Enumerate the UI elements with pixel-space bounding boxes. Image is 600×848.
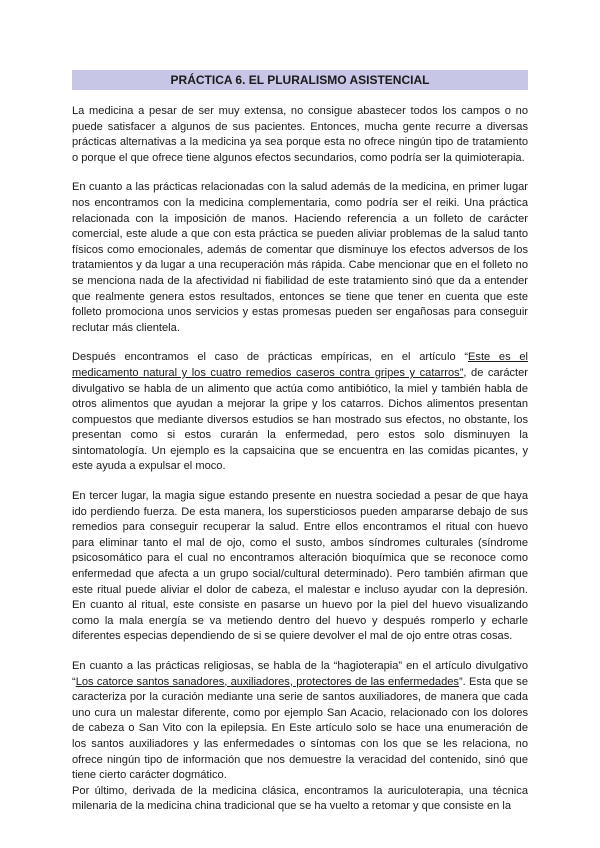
paragraph-text: , de carácter divulgativo se habla de un alimento que actúa como antibiótico, la miel y también habla de otros alimentos que ayudan a mejorar la gripe y los catarros. Dichos alimentos presentan compuestos que mediante diversos estudios se han mostrado sus efectos, no obstante, los presentan como si estos curarán la enfermedad, pero estos solo disminuyen la sintomatología. Un ejemplo es la capsaicina que se encuentra en las comidas picantes, y este ayuda a expulsar el moco. bbox=[72, 366, 528, 473]
paragraph-intro: La medicina a pesar de ser muy extensa, no consigue abastecer todos los campos o no puede satisfacer a algunos de sus pacientes. Entonces, mucha gente recurre a diversas prácticas alternativas a la medicina ya sea porque esta no ofrece ningún tipo de tratamiento o porque el que ofrece tiene algunos efectos secundarios, como podría ser la quimioterapia. bbox=[72, 105, 528, 164]
paragraph-empirical-practices bbox=[72, 350, 528, 475]
paragraph-text: ”. Esta que se caracteriza por la curación mediante una serie de santos auxiliadores, de manera que cada uno cura un malestar diferente, como por ejemplo San Acacio, relacionado con los dolores de cabeza o San Vito con la epilepsia. En Este artículo solo se hace una enumeración de los santos auxiliadores y las enfermedades o síntomas con los que se les relaciona, no ofrece ningún tipo de información que nos demuestre la veracidad del contenido, sinó que tiene cierto carácter dogmático. bbox=[72, 675, 528, 782]
paragraph-text: Después encontramos el caso de prácticas empíricas, en el artículo “ bbox=[72, 351, 469, 364]
document-page bbox=[72, 70, 528, 815]
paragraph-text: En cuanto a las prácticas religiosas, se habla de la “hagioterapia” en el artículo divulgativo “ bbox=[72, 660, 528, 688]
article-link-saints[interactable]: Los catorce santos sanadores, auxiliadores, protectores de las enfermedades bbox=[75, 675, 459, 688]
paragraph-magic: En tercer lugar, la magia sigue estando presente en nuestra sociedad a pesar de que haya ido perdiendo fuerza. De esta manera, los supersticiosos pueden ampararse debajo de sus remedios para conseguir recuperar la salud. Entre ellos encontramos el ritual con huevo para eliminar tanto el mal de ojo, como el susto, ambos síndromes culturales (síndrome psicosomático para el cual no encontramos alteración bioquímica que se reconoce como enfermedad que afecta a un grupo social/cultural determinado). Pero también afirman que este ritual puede aliviar el dolor de cabeza, el malestar e incluso ayudar con la depresión. En cuanto al ritual, este consiste en pasarse un huevo por la piel del huevo visualizando como la mala energía se va metiendo dentro del huevo y después romperlo y echarle diferentes especias dependiendo de si se quiere devolver el mal de ojo entre otras cosas. bbox=[72, 490, 528, 643]
paragraph-religious-practices bbox=[72, 659, 528, 784]
page-title: PRÁCTICA 6. EL PLURALISMO ASISTENCIAL bbox=[72, 70, 528, 90]
article-link-remedies[interactable]: Este es el medicamento natural y los cuatro remedios caseros contra gripes y catarros” bbox=[72, 351, 528, 379]
paragraph-complementary-medicine: En cuanto a las prácticas relacionadas con la salud además de la medicina, en primer lugar nos encontramos con la medicina complementaria, como podría ser el reiki. Una práctica relacionada con la imposición de manos. Haciendo referencia a un folleto de carácter comercial, este alude a que con esta práctica se pueden aliviar problemas de la salud tanto físicos como emocionales, además de comentar que disminuye los efectos adversos de los tratamientos y da lugar a una recuperación más rápida. Cabe mencionar que en el folleto no se menciona nada de la afectividad ni fiabilidad de este tratamiento sinó que da a entender que realmente genera estos resultados, entonces se tiene que tener en cuenta que este folleto promociona unos servicios y estas promesas pueden ser engañosas para conseguir reclutar más clientela. bbox=[72, 181, 528, 334]
paragraph-auriculotherapy: Por último, derivada de la medicina clásica, encontramos la auriculoterapia, una técnica milenaria de la medicina china tradicional que se ha vuelto a retomar y que consiste en la bbox=[72, 784, 528, 813]
